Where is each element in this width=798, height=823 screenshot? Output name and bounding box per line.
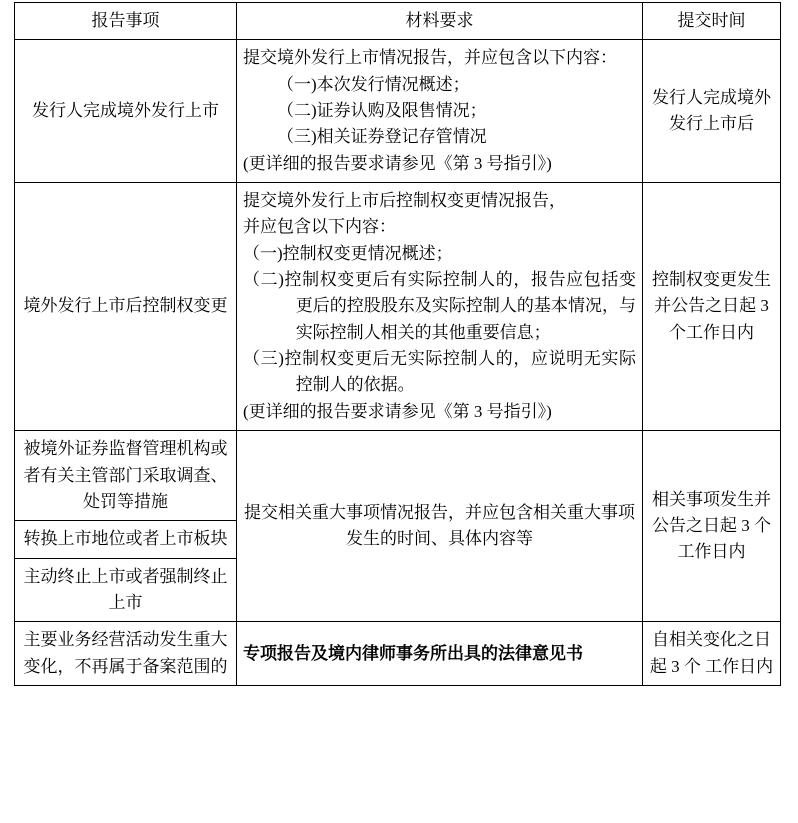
materials-item: （三)控制权变更后无实际控制人的，应说明无实际控制人的依据。 <box>243 349 636 395</box>
materials-item: （一)本次发行情况概述； <box>277 74 470 94</box>
cell-matter: 被境外证券监督管理机构或者有关主管部门采取调查、处罚等措施 <box>15 431 237 521</box>
cell-time: 自相关变化之日起 3 个 工作日内 <box>643 622 781 686</box>
materials-note: (更详细的报告要求请参见《第 3 号指引》) <box>243 401 552 421</box>
cell-matter: 主动终止上市或者强制终止上市 <box>15 558 237 622</box>
table-header-row <box>15 3 781 40</box>
materials-item: （一)控制权变更情况概述； <box>243 243 453 263</box>
materials-item: （二)控制权变更后有实际控制人的，报告应包括变更后的控股股东及实际控制人的基本情况，与实际控制人相关的其他重要信息； <box>243 270 636 342</box>
column-header-matter: 报告事项 <box>15 3 237 40</box>
materials-legal-opinion <box>243 641 636 667</box>
cell-materials <box>237 40 643 183</box>
materials-lead-2: 并应包含以下内容： <box>243 217 396 237</box>
materials-lead: 提交境外发行上市后控制权变更情况报告， <box>243 191 566 211</box>
table-row <box>15 40 781 183</box>
cell-materials <box>237 431 643 622</box>
cell-time: 发行人完成境外发行上市后 <box>643 40 781 183</box>
reporting-matters-table <box>14 2 781 686</box>
materials-text-plain: 专项报告及境内律师事务所出具的 <box>243 643 498 663</box>
column-header-time: 提交时间 <box>643 3 781 40</box>
materials-lead: 提交境外发行上市情况报告，并应包含以下内容： <box>243 48 617 68</box>
materials-lead: 提交相关重大事项情况报告，并应包含相关重大事项发生的时间、具体内容等 <box>244 502 635 549</box>
column-header-materials: 材料要求 <box>237 3 643 40</box>
cell-matter: 境外发行上市后控制权变更 <box>15 183 237 431</box>
table-row <box>15 431 781 521</box>
cell-materials <box>237 622 643 686</box>
cell-time: 相关事项发生并公告之日起 3 个工作日内 <box>643 431 781 622</box>
cell-materials <box>237 183 643 431</box>
table-row <box>15 622 781 686</box>
cell-matter: 发行人完成境外发行上市 <box>15 40 237 183</box>
table-row <box>15 183 781 431</box>
cell-matter: 转换上市地位或者上市板块 <box>15 521 237 558</box>
materials-item: （三)相关证券登记存管情况 <box>277 127 487 147</box>
cell-time: 控制权变更发生并公告之日起 3 个工作日内 <box>643 183 781 431</box>
cell-matter: 主要业务经营活动发生重大变化，不再属于备案范围的 <box>15 622 237 686</box>
materials-note: (更详细的报告要求请参见《第 3 号指引》) <box>243 153 552 173</box>
materials-text-bold: 法律意见书 <box>498 643 583 663</box>
materials-item: （二)证券认购及限售情况； <box>277 101 487 121</box>
